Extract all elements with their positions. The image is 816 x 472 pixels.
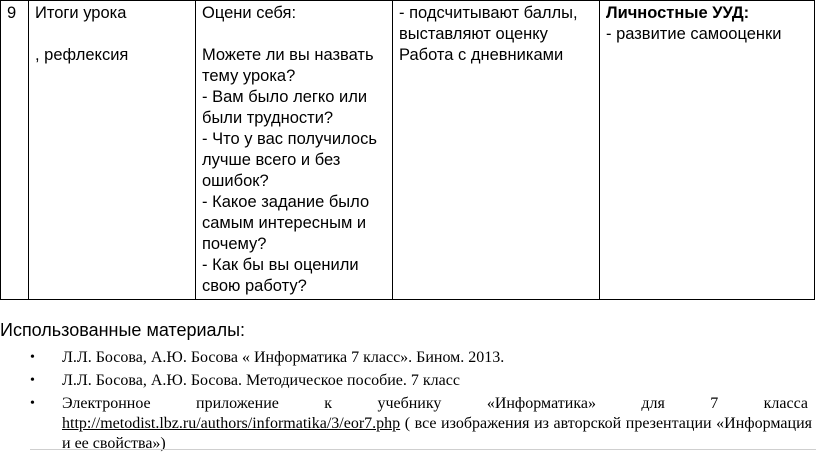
stage-cell [29, 1, 196, 300]
actions-line: Работа с дневниками [399, 46, 564, 64]
reflection-line: - Что у вас получилось лучше всего и без ошибок? [202, 130, 377, 190]
reference-tail: ( все изображения из авторской презентации «Информация и ее свойства») [62, 415, 812, 452]
reflection-title: Оцени себя: [202, 4, 297, 22]
actions-line: - подсчитывают баллы, выставляют оценку [399, 4, 578, 43]
stage-title: Итоги урока [35, 4, 127, 22]
materials-heading: Использованные материалы: [0, 320, 246, 340]
materials-section [0, 318, 816, 457]
divider [30, 449, 816, 450]
reflection-line: - Какое задание было самым интересным и почему? [202, 193, 370, 253]
reference-word: Электронное [62, 395, 151, 412]
list-item [0, 371, 816, 391]
uud-cell [600, 1, 815, 300]
bullet-icon: • [30, 373, 35, 388]
uud-text: - развитие самооценки [606, 25, 782, 43]
references-list [0, 348, 816, 454]
bullet-icon: • [30, 350, 35, 365]
reference-word: «Информатика» [486, 395, 596, 412]
uud-title: Личностные УУД: [606, 4, 750, 22]
actions-cell [393, 1, 600, 300]
stage-subtitle: , рефлексия [35, 46, 129, 64]
reference-word: класса [763, 395, 808, 412]
bullet-icon: • [30, 396, 35, 411]
row-number: 9 [1, 1, 29, 300]
reference-text: Л.Л. Босова, А.Ю. Босова « Информатика 7 класс». Бином. 2013. [62, 349, 505, 366]
table-row [1, 1, 815, 300]
reflection-line: - Вам было легко или были трудности? [202, 88, 368, 127]
reflection-line: Можете ли вы назвать тему урока? [202, 46, 374, 85]
reference-word: приложение [196, 395, 279, 412]
reference-word: для [641, 395, 665, 412]
reflection-line: - Как бы вы оценили свою работу? [202, 256, 359, 295]
list-item [0, 394, 816, 454]
reference-word: к [324, 395, 333, 412]
reference-link[interactable]: http://metodist.lbz.ru/authors/informatika/3/eor7.php [62, 415, 401, 432]
reference-word: учебнику [377, 395, 442, 412]
list-item [0, 348, 816, 368]
reference-word: 7 [710, 395, 719, 412]
reflection-cell [196, 1, 393, 300]
reference-rest [62, 414, 812, 454]
reference-text: Л.Л. Босова, А.Ю. Босова. Методическое пособие. 7 класс [62, 372, 460, 389]
reference-first-line [62, 394, 812, 414]
